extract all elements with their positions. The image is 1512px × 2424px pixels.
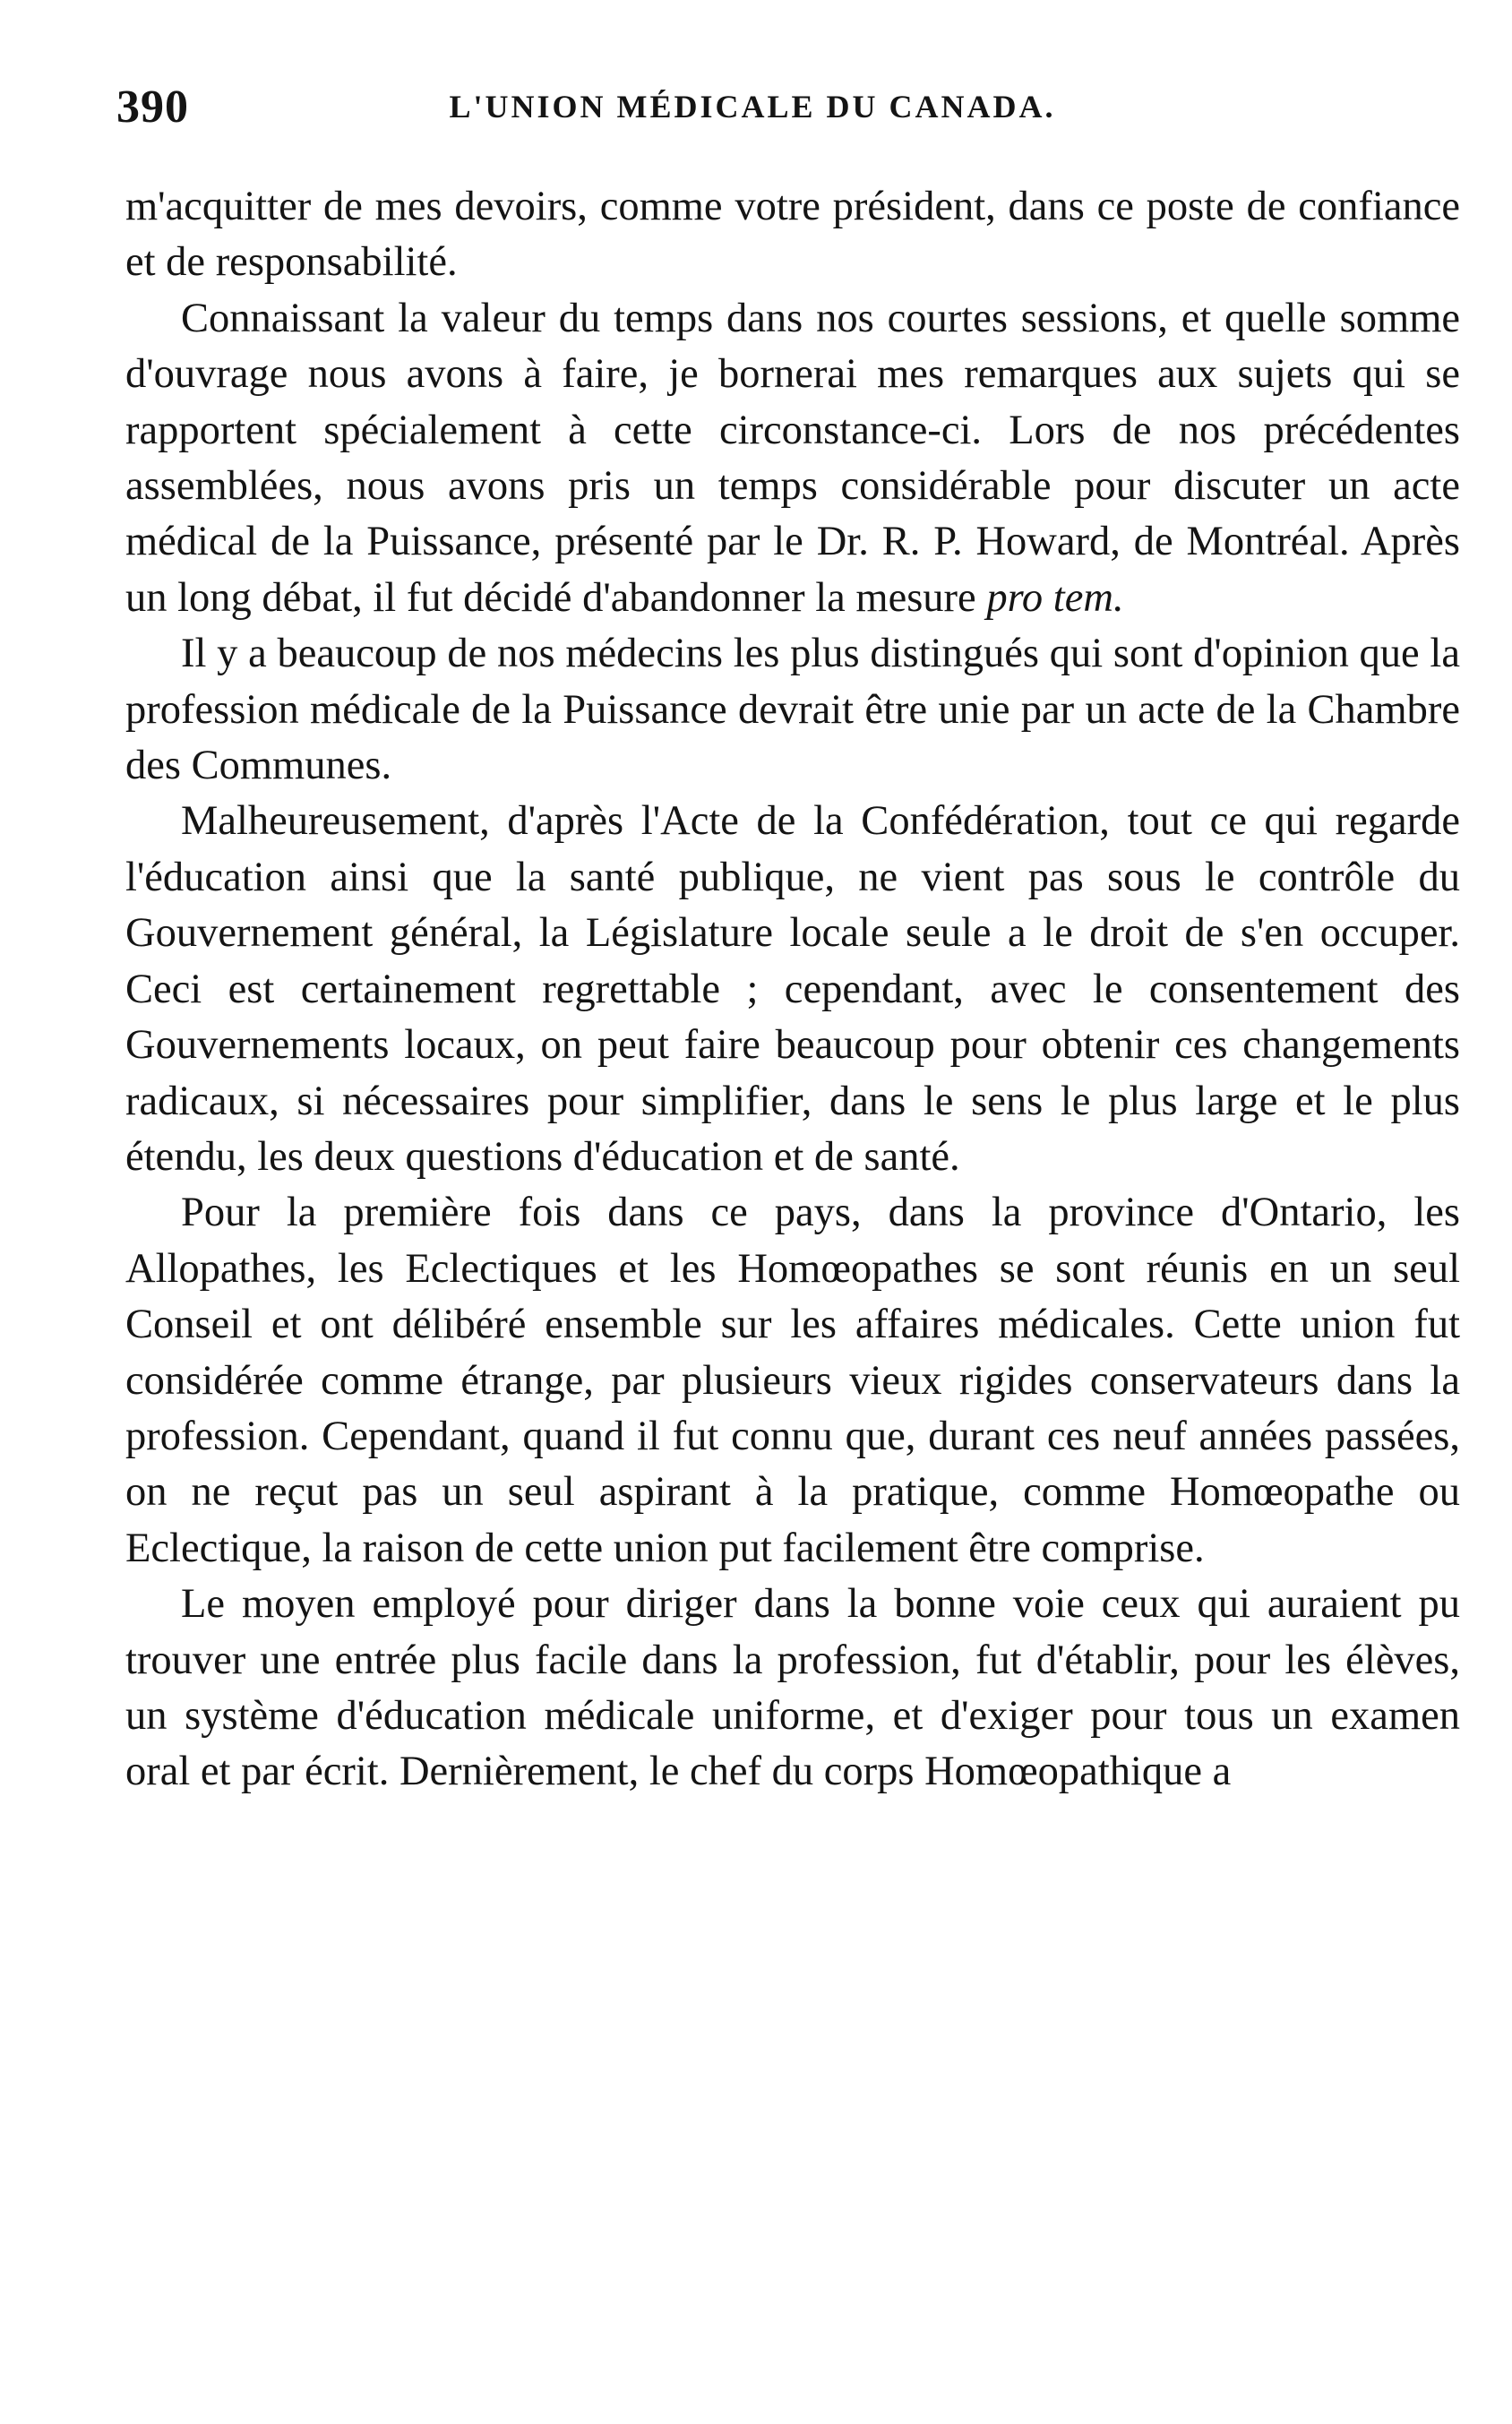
paragraph: Pour la première fois dans ce pays, dans la province d'Ontario, les Allopathes, les Eclectiques et les Homœopathes se sont réunis en un seul Conseil et ont délibéré ensemble sur les affaires médicales. Cette union fut considérée comme étrange, par plusieurs vieux rigides conservateurs dans la profession. Cependant, quand il fut connu que, durant ces neuf années passées, on ne reçut pas un seul aspirant à la pratique, comme Homœopathe ou Eclectique, la raison de cette union put facilement être comprise. bbox=[125, 1190, 1460, 1571]
paragraph: Le moyen employé pour diriger dans la bonne voie ceux qui auraient pu trouver une entrée plus facile dans la profession, fut d'établir, pour les élèves, un système d'éducation médicale uniforme, et d'exiger pour tous un examen oral et par écrit. Dernièrement, le chef du corps Homœopathique a bbox=[125, 1581, 1460, 1795]
latin-phrase: pro tem. bbox=[986, 574, 1124, 621]
paragraph-continued: m'acquitter de mes devoirs, comme votre président, dans ce poste de confiance et de responsabilité. bbox=[125, 184, 1460, 286]
paragraph: Malheureusement, d'après l'Acte de la Confédération, tout ce qui regarde l'éducation ainsi que la santé publique, ne vient pas sous le contrôle du Gouvernement général, la Législature locale seule a le droit de s'en occuper. Ceci est certainement regrettable ; cependant, avec le consentement des Gouvernements locaux, on peut faire beaucoup pour obtenir ces changements radicaux, si nécessaires pour simplifier, dans le sens le plus large et le plus étendu, les deux questions d'éducation et de santé. bbox=[125, 798, 1460, 1180]
body-text bbox=[125, 179, 1460, 1801]
paragraph: Connaissant la valeur du temps dans nos courtes sessions, et quelle somme d'ouvrage nous avons à faire, je bornerai mes remarques aux sujets qui se rapportent spécialement à cette circonstance-ci. Lors de nos précédentes assemblées, nous avons pris un temps considérable pour discuter un acte médical de la Puissance, présenté par le Dr. R. P. Howard, de Montréal. Après un long débat, il fut décidé d'abandonner la mesure pro tem. bbox=[125, 295, 1460, 621]
paragraph: Il y a beaucoup de nos médecins les plus distingués qui sont d'opinion que la profession médicale de la Puissance devrait être unie par un acte de la Chambre des Communes. bbox=[125, 631, 1460, 789]
running-title: L'UNION MÉDICALE DU CANADA. bbox=[449, 89, 1056, 125]
page-header bbox=[116, 81, 1388, 143]
page-number: 390 bbox=[116, 82, 189, 133]
